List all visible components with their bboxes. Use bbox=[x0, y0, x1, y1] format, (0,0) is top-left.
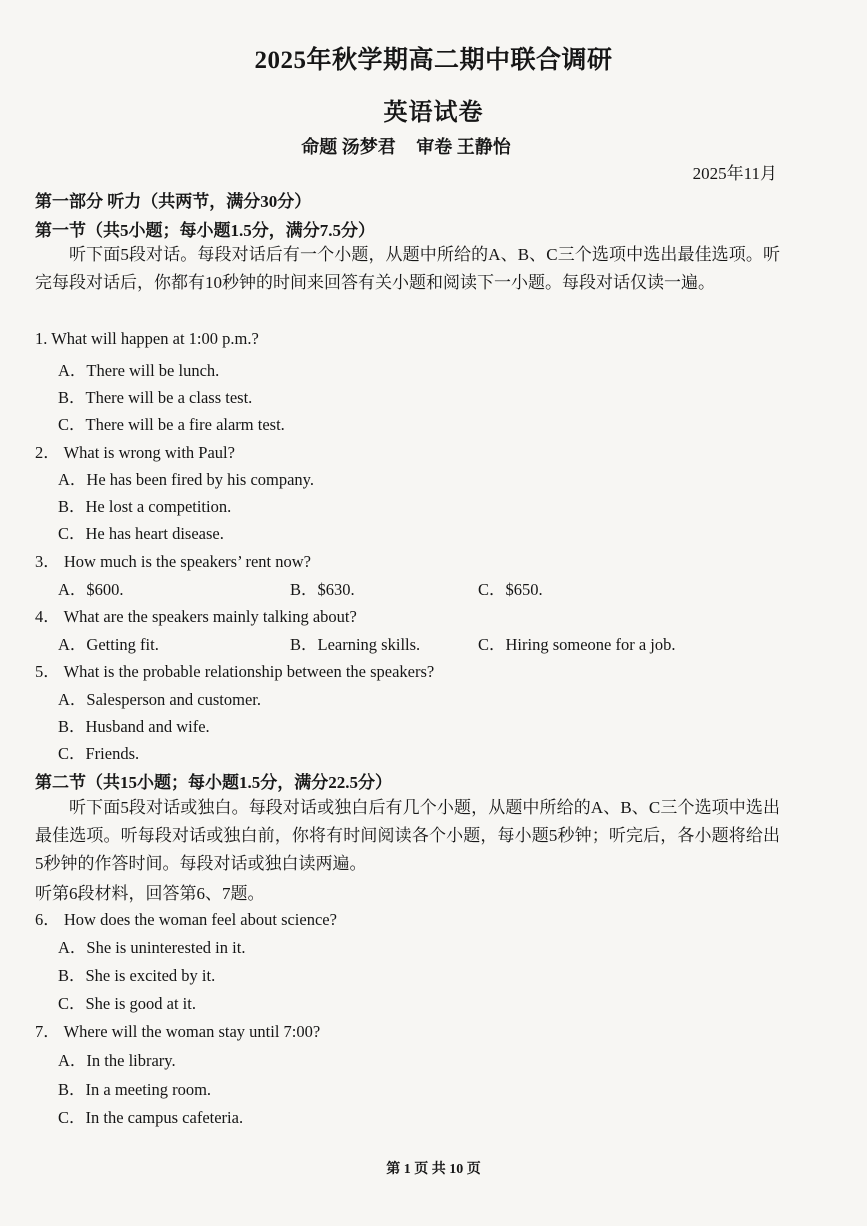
question-text: Where will the woman stay until 7:00? bbox=[63, 1022, 321, 1041]
q4-option-b: B．Learning skills. bbox=[290, 635, 421, 654]
q7-option-b: B．In a meeting room. bbox=[58, 1080, 212, 1099]
q7-option-c: C．In the campus cafeteria. bbox=[58, 1108, 244, 1127]
q1-option-b: B．There will be a class test. bbox=[58, 388, 253, 407]
question-number: 6． bbox=[35, 910, 60, 929]
question-3 bbox=[35, 548, 311, 572]
exam-date: 2025年11月 bbox=[692, 164, 777, 183]
question-6 bbox=[35, 906, 337, 930]
question-text: What are the speakers mainly talking about? bbox=[63, 607, 357, 626]
section1-instructions: 听下面5段对话。每段对话后有一个小题，从题中所给的A、B、C三个选项中选出最佳选项。听完每段对话后，你都有10秒钟的时间来回答有关小题和阅读下一小题。每段对话仅读一遍。 bbox=[35, 245, 780, 292]
question-text: How does the woman feel about science? bbox=[63, 910, 337, 929]
q1-option-c: C．There will be a fire alarm test. bbox=[58, 415, 285, 434]
question-number: 5． bbox=[35, 662, 60, 681]
exam-title: 2025年秋学期高二期中联合调研 bbox=[254, 47, 613, 74]
q3-option-c: C．$650. bbox=[478, 580, 543, 599]
question-text: How much is the speakers’ rent now? bbox=[63, 552, 311, 571]
section2-heading: 第二节（共15小题；每小题1.5分，满分22.5分） bbox=[35, 773, 392, 792]
q1-option-a: A．There will be lunch. bbox=[58, 361, 220, 380]
question-number: 3． bbox=[35, 552, 60, 571]
q6-option-b: B．She is excited by it. bbox=[58, 966, 216, 985]
question-number: 2． bbox=[35, 443, 60, 462]
q2-option-b: B．He lost a competition. bbox=[58, 497, 232, 516]
authors-line bbox=[0, 133, 812, 159]
q6-option-a: A．She is uninterested in it. bbox=[58, 938, 246, 957]
q2-option-c: C．He has heart disease. bbox=[58, 524, 224, 543]
part1-heading: 第一部分 听力（共两节，满分30分） bbox=[35, 192, 312, 211]
q3-option-a: A．$600. bbox=[58, 580, 124, 599]
question-5 bbox=[35, 658, 434, 682]
q3-option-b: B．$630. bbox=[290, 580, 355, 599]
question-text: What is the probable relationship between the speakers? bbox=[63, 662, 435, 681]
question-1 bbox=[35, 329, 259, 349]
q4-option-c: C．Hiring someone for a job. bbox=[478, 635, 676, 654]
q4-option-a: A．Getting fit. bbox=[58, 635, 159, 654]
q2-option-a: A．He has been fired by his company. bbox=[58, 470, 314, 489]
q5-option-c: C．Friends. bbox=[58, 744, 140, 763]
q6-option-c: C．She is good at it. bbox=[58, 994, 196, 1013]
q5-option-a: A．Salesperson and customer. bbox=[58, 690, 262, 709]
question-number: 1. bbox=[35, 329, 48, 348]
page-footer: 第 1 页 共 10 页 bbox=[386, 1162, 481, 1177]
question-text: What is wrong with Paul? bbox=[63, 443, 235, 462]
author-label: 命题 汤梦君 bbox=[301, 137, 396, 157]
section2-instructions: 听下面5段对话或独白。每段对话或独白后有几个小题，从题中所给的A、B、C三个选项中选出最佳选项。听每段对话或独白前，你将有时间阅读各个小题，每小题5秒钟；听完后，各小题将给出5秒钟的作答时间。每段对话或独白读两遍。 bbox=[35, 798, 780, 873]
material-note: 听第6段材料，回答第6、7题。 bbox=[35, 884, 265, 903]
exam-subtitle: 英语试卷 bbox=[383, 100, 484, 126]
question-number: 4． bbox=[35, 607, 60, 626]
question-7 bbox=[35, 1018, 320, 1042]
q7-option-a: A．In the library. bbox=[58, 1051, 176, 1070]
q5-option-b: B．Husband and wife. bbox=[58, 717, 210, 736]
question-2 bbox=[35, 439, 235, 463]
question-number: 7． bbox=[35, 1022, 60, 1041]
question-4 bbox=[35, 603, 357, 627]
question-text: What will happen at 1:00 p.m.? bbox=[51, 329, 259, 348]
section1-heading: 第一节（共5小题；每小题1.5分，满分7.5分） bbox=[35, 221, 375, 240]
reviewer-label: 审卷 王静怡 bbox=[416, 137, 511, 157]
